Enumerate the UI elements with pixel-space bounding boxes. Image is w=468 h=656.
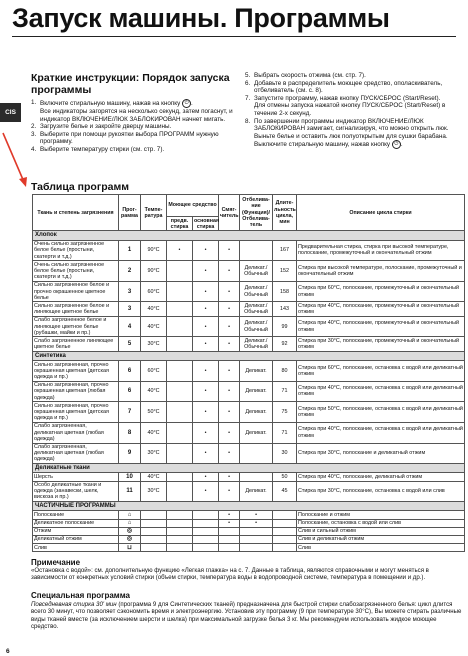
step-number: 5. xyxy=(245,72,251,79)
prewash-cell xyxy=(167,511,193,519)
prewash-cell xyxy=(167,473,193,481)
softener-cell: • xyxy=(219,337,240,351)
step-text: Все индикаторы загорятся на несколько секунд, затем погаснут, и индикатор ВКЛЮЧЕНИЕ/ЛЮК ЗАБЛОКИРОВАН начнет мигать. xyxy=(40,108,233,123)
bleach-cell xyxy=(240,473,273,481)
description-cell: Полоскание и отжим xyxy=(297,511,465,519)
softener-cell xyxy=(219,544,240,552)
instructions-heading: Краткие инструкции: Порядок запуска программы xyxy=(31,72,230,96)
duration-cell: 30 xyxy=(273,443,297,464)
instructions-list-left xyxy=(31,99,236,154)
bleach-cell xyxy=(240,240,273,261)
programs-table xyxy=(32,194,465,552)
duration-cell xyxy=(273,511,297,519)
prewash-cell xyxy=(167,402,193,423)
bleach-cell: Деликат. xyxy=(240,422,273,443)
description-cell: Стирка при 60°C, полоскание, остановка с водой или деликатный отжим xyxy=(297,361,465,382)
program-cell: 7 xyxy=(119,402,141,423)
instructions-right xyxy=(245,72,463,149)
step-number: 2. xyxy=(31,123,37,131)
section-title: Деликатные ткани xyxy=(33,464,465,473)
mainwash-cell xyxy=(193,527,219,535)
program-cell: ◎ xyxy=(119,535,141,543)
softener-cell: • xyxy=(219,281,240,302)
description-cell: Стирка при 40°C, полоскание, деликатный отжим xyxy=(297,473,465,481)
header-description: Описание цикла стирки xyxy=(297,195,465,231)
step-text: Загрузите белье и закройте дверцу машины. xyxy=(40,123,172,131)
section-row xyxy=(33,502,465,511)
section-title: Синтетика xyxy=(33,351,465,360)
temperature-cell: 60°C xyxy=(141,361,167,382)
mainwash-cell xyxy=(193,519,219,527)
duration-cell: 143 xyxy=(273,302,297,316)
special-text xyxy=(31,601,463,631)
duration-cell xyxy=(273,527,297,535)
temperature-cell xyxy=(141,527,167,535)
table-row xyxy=(33,511,465,519)
prewash-cell xyxy=(167,527,193,535)
instruction-step xyxy=(245,118,463,150)
fabric-cell: Шерсть xyxy=(33,473,119,481)
description-cell: Стирка при высокой температуре, полоскание, промежуточный и окончательный отжим xyxy=(297,261,465,282)
section-row xyxy=(33,231,465,240)
program-cell: 9 xyxy=(119,443,141,464)
page-number: 6 xyxy=(6,648,10,655)
title-rule xyxy=(12,36,456,37)
step-text: По завершении программы индикатор ВКЛЮЧЕНИЕ/ЛЮК ЗАБЛОКИРОВАН замигает, сигнализируя, что можно открыть люк. Выньте белье и оставить люк полуоткрытым для сушки барабана. Выключите стиральную машину, нажав кнопку xyxy=(254,117,449,149)
table-row xyxy=(33,316,465,337)
fabric-cell: Сильно загрязненная, прочно окрашенная цветная (любая одежда) xyxy=(33,381,119,402)
softener-cell: • xyxy=(219,361,240,382)
softener-cell: • xyxy=(219,302,240,316)
step-text: Выберите температуру стирки (см. стр. 7). xyxy=(40,145,165,153)
instruction-step xyxy=(31,123,236,131)
fabric-cell: Деликатный отжим xyxy=(33,535,119,543)
temperature-cell: 50°C xyxy=(141,402,167,423)
note-heading: Примечание xyxy=(31,558,81,567)
page-title: Запуск машины. Программы xyxy=(12,3,390,33)
fabric-cell: Слабо загрязненное линяющее цветное белье xyxy=(33,337,119,351)
mainwash-cell: • xyxy=(193,361,219,382)
fabric-cell: Очень сильно загрязненное белое белье (простыни, скатерти и т.д.) xyxy=(33,261,119,282)
temperature-cell xyxy=(141,511,167,519)
language-badge: CIS xyxy=(0,103,21,122)
bleach-cell xyxy=(240,443,273,464)
program-cell: ⌂ xyxy=(119,511,141,519)
mainwash-cell: • xyxy=(193,422,219,443)
duration-cell: 152 xyxy=(273,261,297,282)
section-title: ЧАСТИЧНЫЕ ПРОГРАММЫ xyxy=(33,502,465,511)
duration-cell: 158 xyxy=(273,281,297,302)
mainwash-cell: • xyxy=(193,281,219,302)
fabric-cell: Сильно загрязненная, прочно окрашенная цветная (детская одежда и пр.) xyxy=(33,361,119,382)
step-tail: . xyxy=(400,141,403,149)
bleach-cell: Деликат. xyxy=(240,402,273,423)
temperature-cell: 30°C xyxy=(141,443,167,464)
softener-cell: • xyxy=(219,381,240,402)
temperature-cell: 40°C xyxy=(141,316,167,337)
duration-cell xyxy=(273,519,297,527)
table-row xyxy=(33,337,465,351)
program-cell: 3 xyxy=(119,281,141,302)
fabric-cell: Очень сильно загрязненное белое белье (простыни, скатерти и т.д.) xyxy=(33,240,119,261)
header-mainwash: основная стирка xyxy=(194,217,220,230)
mainwash-cell: • xyxy=(193,481,219,502)
softener-cell: • xyxy=(219,240,240,261)
step-number: 6. xyxy=(245,79,251,87)
temperature-cell xyxy=(141,535,167,543)
prewash-cell xyxy=(167,544,193,552)
table-row xyxy=(33,544,465,552)
header-detergent: Моющее средство xyxy=(167,195,219,217)
instruction-step xyxy=(245,72,463,80)
bleach-cell: Деликат./ Обычный xyxy=(240,316,273,337)
special-body: (программа 9 для Синтетических тканей) предназначена для быстрой стирки слабозагрязненного белья: цикл длится всего 30 минут, что позволяет сэкономить время и электроэнергию. Установив эту программу (9 при температуре 30°C), Вы можете стирать различные виды тканей вместе (за исключением шерсти и шелка) при максимальной загрузке белья 3 кг. Мы рекомендуем использовать жидкое моющее средство. xyxy=(31,601,462,631)
prewash-cell xyxy=(167,316,193,337)
description-cell: Стирка при 30°C, полоскание, остановка с водой или слив xyxy=(297,481,465,502)
program-cell: 6 xyxy=(119,381,141,402)
bleach-cell: Деликат./ Обычный xyxy=(240,337,273,351)
mainwash-cell: • xyxy=(193,337,219,351)
mainwash-cell: • xyxy=(193,261,219,282)
duration-cell: 45 xyxy=(273,481,297,502)
header-temperature: Темпе-ратура xyxy=(141,195,167,231)
softener-cell xyxy=(219,527,240,535)
note-text: «Остановка с водой»: см. дополнительную функцию «Легкая глажка» на с. 7. Данные в таблица, являются справочными и могут меняться в зависимости от конкретных условий стирки (объем стирки, температура воды в водопроводной системе, температура в помещении и др.). xyxy=(31,567,429,582)
prewash-cell xyxy=(167,422,193,443)
instruction-step xyxy=(31,131,236,146)
duration-cell xyxy=(273,544,297,552)
special-heading: Специальная программа xyxy=(31,591,130,600)
temperature-cell: 40°C xyxy=(141,381,167,402)
instruction-step xyxy=(31,146,236,154)
programs-table-body xyxy=(33,231,465,552)
prewash-cell xyxy=(167,381,193,402)
section-row xyxy=(33,351,465,360)
program-cell: ⌂ xyxy=(119,519,141,527)
prewash-cell xyxy=(167,261,193,282)
bleach-cell: • xyxy=(240,511,273,519)
description-cell: Стирка при 50°C, полоскание, остановка с водой или деликатный отжим xyxy=(297,402,465,423)
mainwash-cell: • xyxy=(193,473,219,481)
bleach-cell: Деликат. xyxy=(240,361,273,382)
temperature-cell: 30°C xyxy=(141,481,167,502)
step-number: 1. xyxy=(31,99,37,106)
fabric-cell: Деликатное полоскание xyxy=(33,519,119,527)
program-cell: 3 xyxy=(119,302,141,316)
table-row xyxy=(33,481,465,502)
header-softener: Смяг-читель xyxy=(219,195,240,231)
program-cell: ⊔ xyxy=(119,544,141,552)
description-cell: Полоскание, остановка с водой или слив xyxy=(297,519,465,527)
instruction-step xyxy=(245,80,463,95)
prewash-cell xyxy=(167,443,193,464)
fabric-cell: Особо деликатные ткани и одежда (занавески, шелк, вискоза и пр.) xyxy=(33,481,119,502)
mainwash-cell: • xyxy=(193,443,219,464)
duration-cell: 80 xyxy=(273,361,297,382)
prewash-cell: • xyxy=(167,240,193,261)
instruction-step xyxy=(31,99,236,108)
step-number: 3. xyxy=(31,130,37,138)
fabric-cell: Слабо загрязненная, деликатная цветная (любая одежда) xyxy=(33,422,119,443)
duration-cell xyxy=(273,535,297,543)
mainwash-cell: • xyxy=(193,316,219,337)
header-program: Прог-рамма xyxy=(119,195,141,231)
program-cell: 2 xyxy=(119,261,141,282)
step-text: Выбрать скорость отжима (см. стр. 7). xyxy=(254,72,366,79)
header-bleach: Отбелива-ние (Функция)/ Отбелива-тель xyxy=(240,195,273,231)
program-cell: 8 xyxy=(119,422,141,443)
program-cell: 11 xyxy=(119,481,141,502)
bleach-cell: • xyxy=(240,519,273,527)
softener-cell: • xyxy=(219,261,240,282)
description-cell: Слив xyxy=(297,544,465,552)
bleach-cell xyxy=(240,535,273,543)
step-text: Для отмены запуска нажатой кнопку ПУСК/СБРОС (Start/Reset) в течение 2-х секунд. xyxy=(254,102,446,117)
duration-cell: 71 xyxy=(273,422,297,443)
table-row xyxy=(33,381,465,402)
prewash-cell xyxy=(167,302,193,316)
instruction-step xyxy=(31,108,236,123)
softener-cell xyxy=(219,535,240,543)
duration-cell: 50 xyxy=(273,473,297,481)
table-row xyxy=(33,535,465,543)
table-row xyxy=(33,473,465,481)
power-icon: ⏻ xyxy=(392,140,401,149)
temperature-cell: 40°C xyxy=(141,422,167,443)
special-lead: Повседневная стирка 30' мин xyxy=(31,601,117,608)
table-row xyxy=(33,443,465,464)
step-text: Добавьте в распределитель моющее средство, ополаскиватель, отбеливатель (см. с. 8). xyxy=(254,79,443,95)
bleach-cell xyxy=(240,527,273,535)
instructions-left xyxy=(31,72,236,154)
instruction-step xyxy=(245,102,463,117)
mainwash-cell xyxy=(193,511,219,519)
fabric-cell: Отжим xyxy=(33,527,119,535)
prewash-cell xyxy=(167,361,193,382)
duration-cell: 71 xyxy=(273,381,297,402)
step-text: Выберите при помощи рукоятки выбора ПРОГРАММ нужную программу. xyxy=(40,130,219,146)
temperature-cell: 30°C xyxy=(141,337,167,351)
softener-cell: • xyxy=(219,473,240,481)
bleach-cell: Деликат. xyxy=(240,381,273,402)
temperature-cell xyxy=(141,519,167,527)
table-row xyxy=(33,240,465,261)
prewash-cell xyxy=(167,519,193,527)
table-row xyxy=(33,519,465,527)
prewash-cell xyxy=(167,281,193,302)
table-row xyxy=(33,281,465,302)
mainwash-cell: • xyxy=(193,240,219,261)
program-cell: 1 xyxy=(119,240,141,261)
fabric-cell: Сильно загрязненная, прочно окрашенная цветная (детская одежда и пр.) xyxy=(33,402,119,423)
table-row xyxy=(33,402,465,423)
fabric-cell: Слив xyxy=(33,544,119,552)
description-cell: Слив и деликатный отжим xyxy=(297,535,465,543)
mainwash-cell: • xyxy=(193,402,219,423)
step-text: Запустите программу, нажав кнопку ПУСК/СБРОС (Start/Reset). xyxy=(254,94,441,102)
table-row xyxy=(33,422,465,443)
description-cell: Стирка при 60°C, полоскание, промежуточный и окончательный отжим xyxy=(297,281,465,302)
softener-cell: • xyxy=(219,422,240,443)
softener-cell: • xyxy=(219,402,240,423)
fabric-cell: Слабо загрязненное белое и линяющее цветное белье (рубашки, майки и пр.) xyxy=(33,316,119,337)
description-cell: Предварительная стирка, стирка при высокой температуре, полоскание, промежуточный и окончательный отжим xyxy=(297,240,465,261)
fabric-cell: Слабо загрязненная, деликатная цветная (любая одежда) xyxy=(33,443,119,464)
program-cell: 10 xyxy=(119,473,141,481)
mainwash-cell: • xyxy=(193,302,219,316)
description-cell: Слив и сильный отжим xyxy=(297,527,465,535)
temperature-cell xyxy=(141,544,167,552)
softener-cell: • xyxy=(219,481,240,502)
prewash-cell xyxy=(167,481,193,502)
softener-cell: • xyxy=(219,511,240,519)
header-prewash: предв. стирка xyxy=(167,217,193,231)
softener-cell: • xyxy=(219,316,240,337)
description-cell: Стирка при 40°C, полоскание, промежуточный и окончательный отжим xyxy=(297,316,465,337)
description-cell: Стирка при 30°C, полоскание и деликатный отжим xyxy=(297,443,465,464)
program-cell: ◎ xyxy=(119,527,141,535)
description-cell: Стирка при 40°C, полоскание, промежуточный и окончательный отжим xyxy=(297,302,465,316)
duration-cell: 167 xyxy=(273,240,297,261)
bleach-cell: Деликат. xyxy=(240,481,273,502)
program-cell: 5 xyxy=(119,337,141,351)
program-cell: 6 xyxy=(119,361,141,382)
power-icon: ⏻ xyxy=(182,99,191,108)
fabric-cell: Сильно загрязненное белое и прочно окрашенное цветное белье xyxy=(33,281,119,302)
header-fabric: Ткань и степень загрязнения xyxy=(33,195,119,231)
mainwash-cell: • xyxy=(193,381,219,402)
step-number: 7. xyxy=(245,94,251,102)
temperature-cell: 40°C xyxy=(141,302,167,316)
bleach-cell xyxy=(240,544,273,552)
table-row xyxy=(33,302,465,316)
header-duration: Длите-льность цикла, мин xyxy=(273,195,297,231)
table-row xyxy=(33,261,465,282)
table-row xyxy=(33,527,465,535)
step-text: Включите стиральную машину, нажав на кнопку xyxy=(40,100,181,108)
table-title: Таблица программ xyxy=(31,181,130,193)
bleach-cell: Деликат./ Обычный xyxy=(240,281,273,302)
description-cell: Стирка при 30°C, полоскание, промежуточный и окончательный отжим xyxy=(297,337,465,351)
bleach-cell: Деликат./ Обычный xyxy=(240,261,273,282)
instructions-list-right xyxy=(245,72,463,149)
mainwash-cell xyxy=(193,535,219,543)
step-number: 8. xyxy=(245,117,251,125)
duration-cell: 92 xyxy=(273,337,297,351)
mainwash-cell xyxy=(193,544,219,552)
softener-cell: • xyxy=(219,443,240,464)
bleach-cell: Деликат./ Обычный xyxy=(240,302,273,316)
description-cell: Стирка при 40°C, полоскание, остановка с водой или деликатный отжим xyxy=(297,381,465,402)
softener-cell: • xyxy=(219,519,240,527)
temperature-cell: 90°C xyxy=(141,261,167,282)
program-cell: 4 xyxy=(119,316,141,337)
section-title: Хлопок xyxy=(33,231,465,240)
fabric-cell: Полоскание xyxy=(33,511,119,519)
prewash-cell xyxy=(167,535,193,543)
description-cell: Стирка при 40°C, полоскание, остановка с водой или деликатный отжим xyxy=(297,422,465,443)
prewash-cell xyxy=(167,337,193,351)
temperature-cell: 40°C xyxy=(141,473,167,481)
step-number: 4. xyxy=(31,145,37,153)
table-row xyxy=(33,361,465,382)
fabric-cell: Сильно загрязненное белое и линяющее цветное белье xyxy=(33,302,119,316)
temperature-cell: 90°C xyxy=(141,240,167,261)
duration-cell: 75 xyxy=(273,402,297,423)
section-row xyxy=(33,464,465,473)
temperature-cell: 60°C xyxy=(141,281,167,302)
step-tail: . xyxy=(191,100,193,108)
duration-cell: 99 xyxy=(273,316,297,337)
